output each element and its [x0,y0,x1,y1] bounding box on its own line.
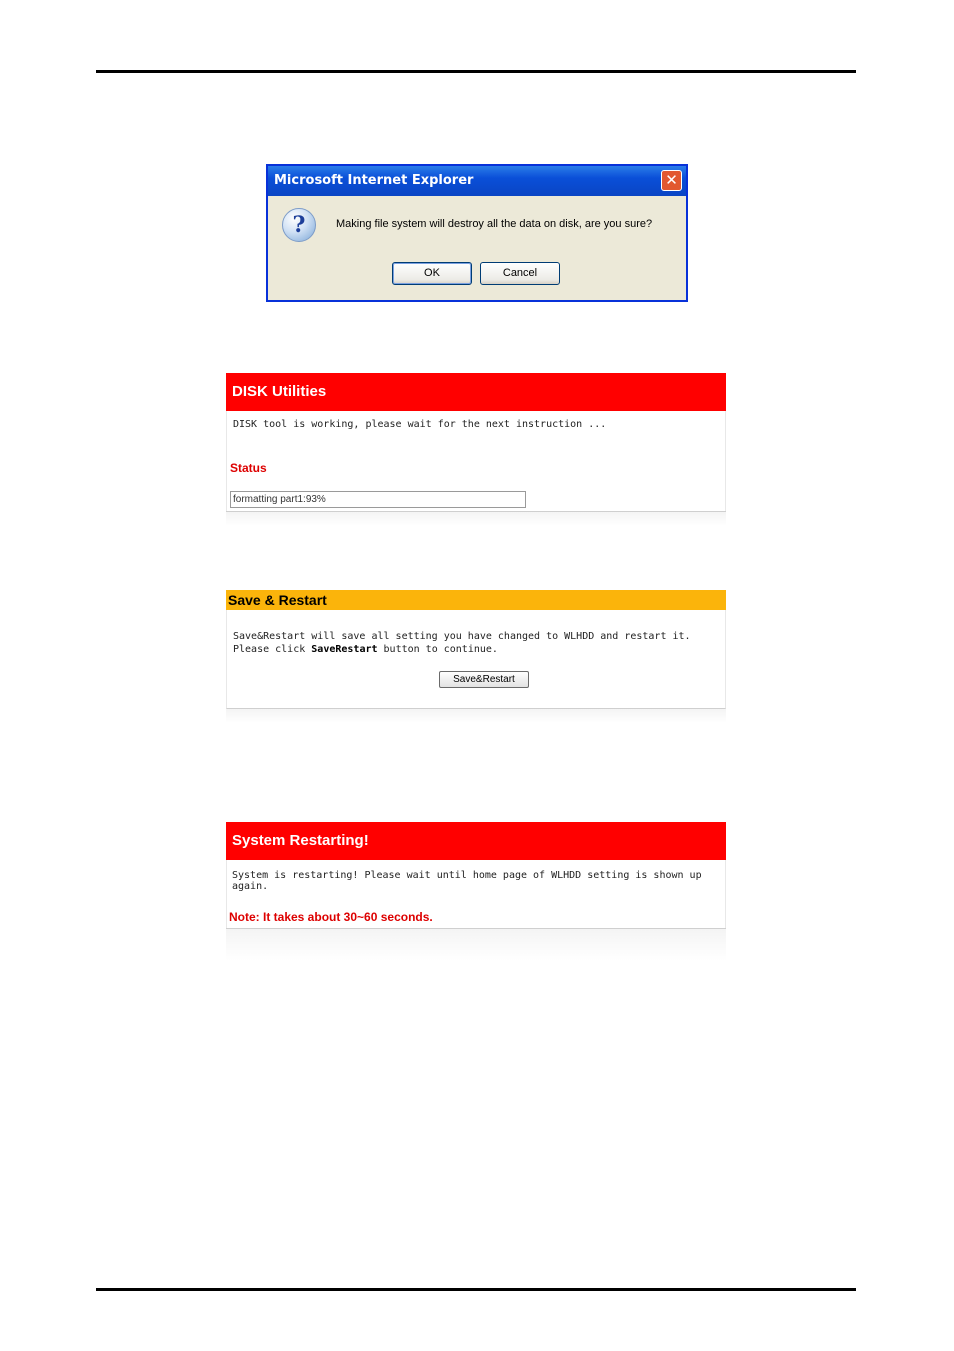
question-icon: ? [282,208,316,242]
ok-button[interactable]: OK [392,262,472,285]
save-restart-button[interactable]: Save&Restart [439,671,529,688]
dialog-title: Microsoft Internet Explorer [274,173,474,188]
system-restarting-body [226,860,726,928]
disk-working-message: DISK tool is working, please wait for the next instruction ... [233,419,607,430]
save-message-text: Save&Restart will save all setting you have changed to WLHDD and restart it. Please click [233,631,691,655]
page-bottom-rule [96,1288,856,1291]
save-restart-message [233,630,713,656]
save-restart-body [226,610,726,709]
save-restart-title: Save & Restart [226,590,726,610]
panel-footer [226,709,726,723]
disk-utilities-panel [226,373,726,526]
save-message-bold: SaveRestart [311,644,378,655]
dialog-message: Making file system will destroy all the data on disk, are you sure? [336,218,653,230]
disk-utilities-body [226,411,726,511]
cancel-button[interactable]: Cancel [480,262,560,285]
panel-footer [226,511,726,526]
close-icon[interactable]: ✕ [661,170,682,191]
disk-utilities-title: DISK Utilities [226,373,726,411]
save-restart-panel [226,590,726,723]
confirm-dialog [266,164,688,302]
restarting-message: System is restarting! Please wait until home page of WLHDD setting is shown up again. [232,870,702,892]
dialog-titlebar [268,166,686,196]
page-top-rule [96,70,856,73]
save-message-tail: button to continue. [377,644,498,655]
status-label: Status [230,461,267,475]
system-restarting-title: System Restarting! [226,822,726,860]
system-restarting-panel [226,822,726,961]
status-field: formatting part1:93% [230,491,526,508]
panel-footer [226,928,726,961]
restart-note: Note: It takes about 30~60 seconds. [229,910,433,924]
